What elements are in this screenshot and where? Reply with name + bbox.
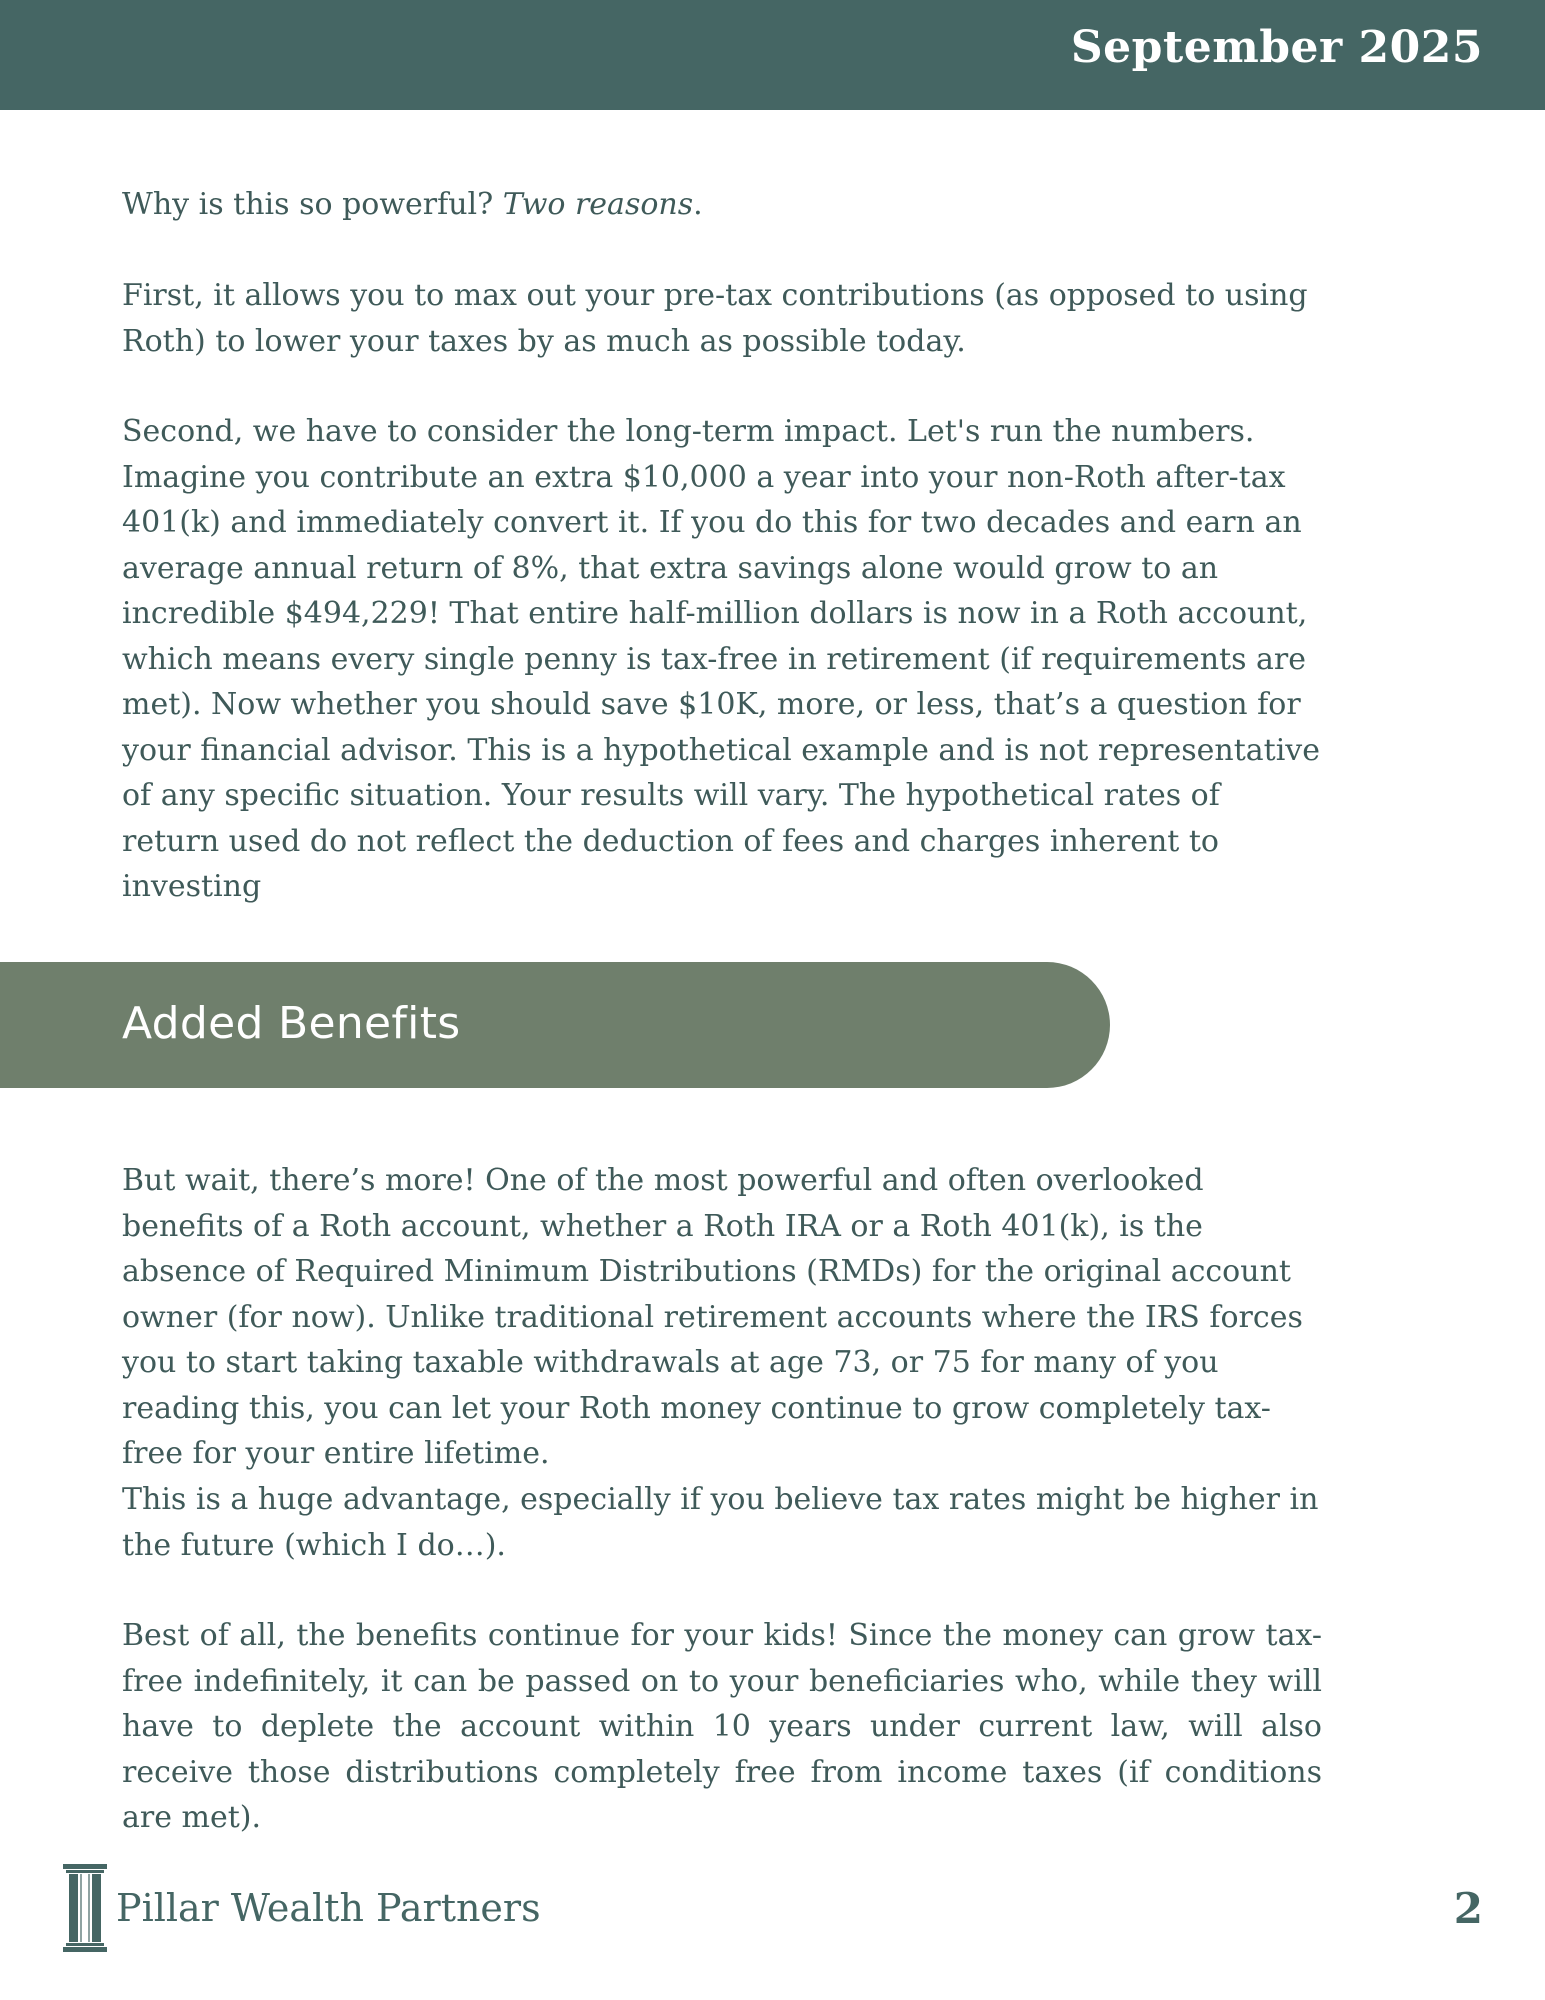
intro-question-end: . <box>693 187 703 222</box>
beneficiaries-text: Best of all, the benefits continue for your kids! Since the money can grow tax-free indefinitely, it can be passed on to your beneficiaries who, while they will have to deplete the account within 10 years under current law, will also receive those distributions completely free from income taxes (if conditions are met). <box>122 1618 1322 1835</box>
paragraph-rmd <box>122 1158 1322 1477</box>
tax-rates-text: This is a huge advantage, especially if you believe tax rates might be higher in the future (which I do…). <box>122 1482 1319 1563</box>
intro-question-emphasis: Two reasons <box>502 187 694 222</box>
intro-block <box>122 182 1322 228</box>
section-header-band <box>0 962 1110 1088</box>
paragraph-second-reason <box>122 409 1322 910</box>
intro-question-text: Why is this so powerful? <box>122 187 503 222</box>
paragraph-first-reason <box>122 273 1322 364</box>
page-number: 2 <box>1453 1884 1483 1933</box>
paragraph-beneficiaries <box>122 1613 1322 1841</box>
paragraph-tax-rates <box>122 1477 1322 1568</box>
issue-date: September 2025 <box>1070 22 1483 73</box>
footer-brand: Pillar Wealth Partners <box>116 1886 541 1930</box>
section-title: Added Benefits <box>122 998 461 1049</box>
pillar-icon <box>62 1862 108 1954</box>
header-bar <box>0 0 1545 110</box>
first-reason-text: First, it allows you to max out your pre-tax contributions (as opposed to using Roth) to lower your taxes by as much as possible today. <box>122 278 1308 359</box>
second-reason-text: Second, we have to consider the long-term impact. Let's run the numbers. Imagine you contribute an extra $10,000 a year into your non-Roth after-tax 401(k) and immediately convert it. If you do this for two decades and earn an average annual return of 8%, that extra savings alone would grow to an incredible $494,229! That entire half-million dollars is now in a Roth account, which means every single penny is tax-free in retirement (if requirements are met). Now whether you should save $10K, more, or less, that’s a question for your financial advisor. This is a hypothetical example and is not representative of any specific situation. Your results will vary. The hypothetical rates of return used do not reflect the deduction of fees and charges inherent to investing <box>122 414 1321 904</box>
intro-question <box>122 182 1322 228</box>
rmd-text: But wait, there’s more! One of the most powerful and often overlooked benefits of a Roth account, whether a Roth IRA or a Roth 401(k), is the absence of Required Minimum Distributions (RMDs) for the original account owner (for now). Unlike traditional retirement accounts where the IRS forces you to start taking taxable withdrawals at age 73, or 75 for many of you reading this, you can let your Roth money continue to grow completely tax-free for your entire lifetime. <box>122 1163 1303 1471</box>
